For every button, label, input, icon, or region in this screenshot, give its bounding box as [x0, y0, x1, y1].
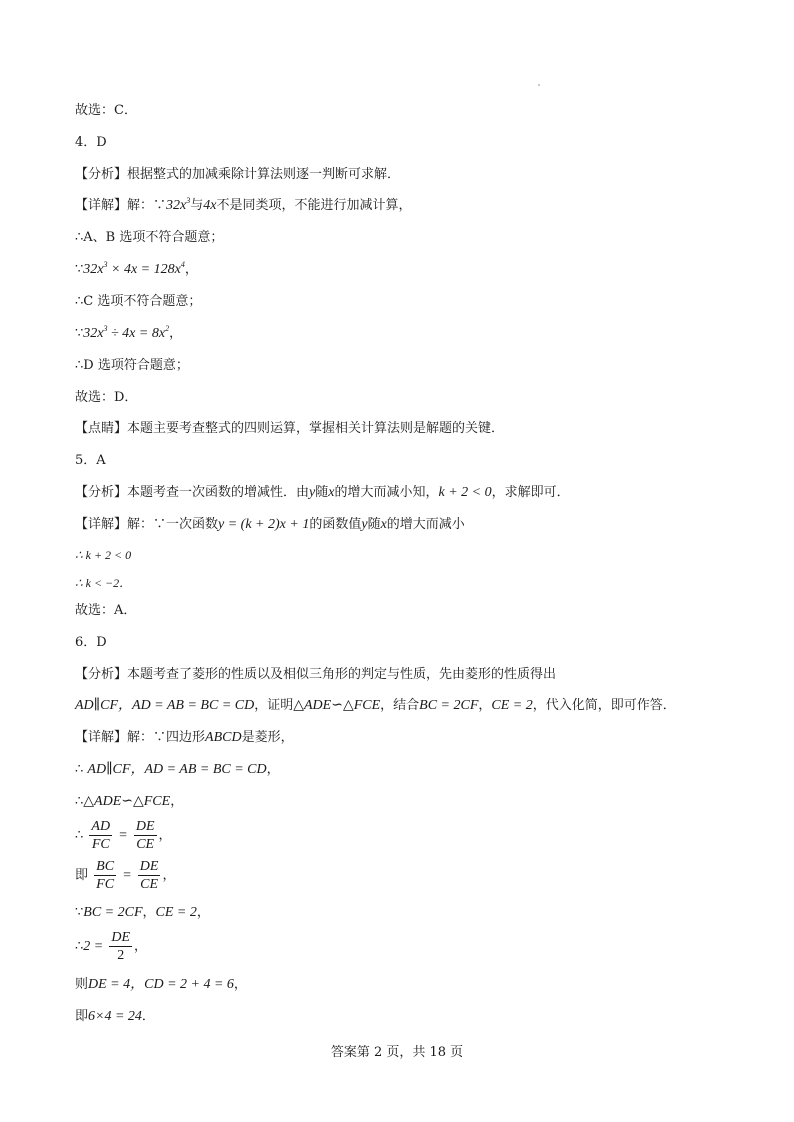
math-line: 则DE = 4，CD = 2 + 4 = 6，	[75, 977, 247, 992]
math-line: ∴△ADE∽△FCE，	[75, 794, 184, 809]
fraction: $\frac{DE}{CE}$	[135, 819, 155, 852]
answer-line: 故选：C．	[75, 103, 137, 118]
fraction: $\frac{AD}{FC}$	[91, 819, 111, 852]
math-line: $\because 32x^3 \times 4x = 128x^4$，	[75, 260, 198, 277]
question-number: 6．D	[75, 635, 107, 650]
conclusion-line: ∴D 选项符合题意；	[75, 358, 189, 373]
fraction: $\frac{BC}{FC}$	[96, 859, 115, 892]
conclusion-line: ∴C 选项不符合题意；	[75, 294, 202, 309]
comment-line: 【点睛】本题主要考查整式的四则运算，掌握相关计算法则是解题的关键．	[75, 421, 505, 436]
answer-line: 故选：D．	[75, 390, 138, 405]
fraction: $\frac{DE}{CE}$	[139, 859, 159, 892]
answer-line: 故选：A．	[75, 603, 137, 618]
scan-dot	[538, 84, 540, 86]
conclusion-line: ∴A、B 选项不符合题意；	[75, 230, 224, 245]
page-footer: 答案第 2 页，共 18 页	[330, 1045, 464, 1060]
math-line: 即6×4 = 24．	[75, 1009, 155, 1024]
fraction-line: 即 $\frac{BC}{FC}$ = $\frac{DE}{CE}$ ，	[75, 859, 176, 892]
analysis-line: 【分析】根据整式的加减乘除计算法则逐一判断可求解．	[75, 167, 401, 182]
fraction-line: ∴ $\frac{AD}{FC}$ = $\frac{DE}{CE}$ ，	[75, 819, 172, 852]
detail-line: 【详解】解：∵四边形ABCD是菱形，	[75, 730, 294, 745]
analysis-line: 【分析】本题考查了菱形的性质以及相似三角形的判定与性质，先由菱形的性质得出	[75, 667, 557, 682]
math-line: ∴ k < −2．	[75, 576, 132, 590]
fraction-line: ∴2 = $\frac{DE}{2}$ ，	[75, 930, 148, 963]
question-number: 4．D	[75, 135, 107, 150]
question-number: 5．A	[75, 453, 106, 468]
math-line: ∴ AD∥CF，AD = AB = BC = CD，	[75, 762, 280, 777]
analysis-line: 【分析】本题考查一次函数的增减性．由y随x的增大而减小知，k + 2 < 0，求解即可．	[75, 485, 570, 500]
math-line: ∵BC = 2CF，CE = 2，	[75, 905, 210, 920]
detail-line: 【详解】解：∵一次函数y = (k + 2)x + 1的函数值y随x的增大而减小	[75, 517, 465, 532]
math-line: ∴ k + 2 < 0	[75, 548, 132, 562]
math-line: $\because 32x^3 \div 4x = 8x^2$，	[75, 324, 183, 341]
analysis-line: AD∥CF，AD = AB = BC = CD，证明△ADE∽△FCE，结合BC = 2CF，CE = 2，代入化简，即可作答．	[75, 698, 676, 713]
fraction: $\frac{DE}{2}$	[111, 930, 131, 963]
detail-line: 【详解】解：$\because 32x^3$与4x不是同类项，不能进行加减计算，	[75, 196, 412, 213]
